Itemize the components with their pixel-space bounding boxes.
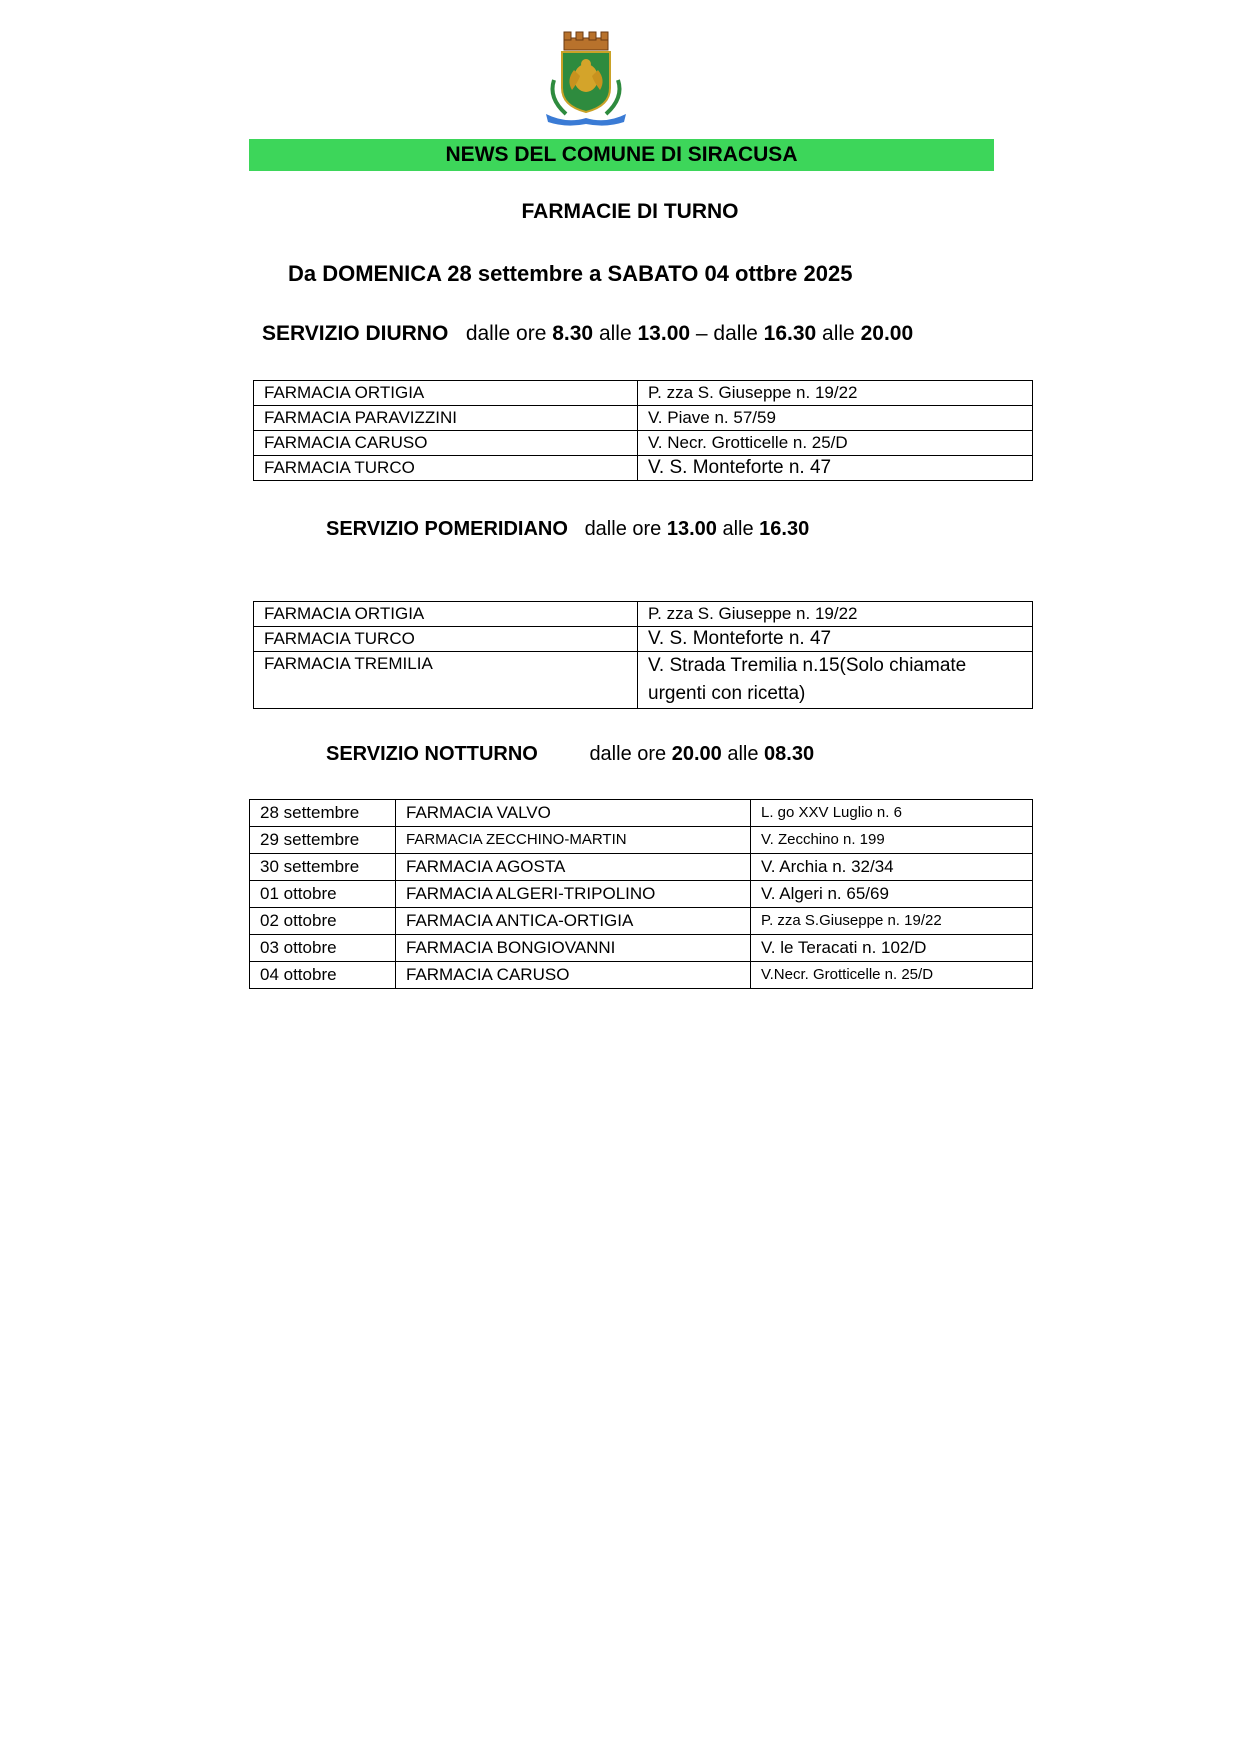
pharmacy-address: L. go XXV Luglio n. 6 (751, 800, 1033, 827)
pharmacy-name: FARMACIA ORTIGIA (254, 381, 638, 406)
pharmacy-name: FARMACIA CARUSO (254, 431, 638, 456)
table-row (254, 406, 1033, 431)
table-row (250, 800, 1033, 827)
pharmacy-address: V. S. Monteforte n. 47 (638, 627, 1033, 652)
service-hour: 20.00 (671, 743, 722, 765)
service-label: SERVIZIO DIURNO (262, 322, 449, 345)
table-row (250, 935, 1033, 962)
service-hour: 13.00 (666, 518, 717, 540)
pharmacy-address: V.Necr. Grotticelle n. 25/D (751, 962, 1033, 989)
service-text: – dalle (695, 322, 758, 345)
service-text: alle (722, 518, 754, 540)
service-text: dalle ore (465, 322, 547, 345)
pharmacy-name: FARMACIA VALVO (396, 800, 751, 827)
table-row (250, 908, 1033, 935)
pharmacy-name: FARMACIA TREMILIA (254, 652, 638, 709)
city-crest-icon (536, 30, 636, 126)
service-hour: 16.30 (763, 322, 817, 345)
table-row (250, 962, 1033, 989)
period-heading: Da DOMENICA 28 settembre a SABATO 04 ottbre 2025 (288, 261, 853, 286)
pharmacy-name: FARMACIA ANTICA-ORTIGIA (396, 908, 751, 935)
table-row (250, 881, 1033, 908)
service-diurno-heading (262, 322, 913, 346)
duty-date: 01 ottobre (250, 881, 396, 908)
pharmacy-address: V. S. Monteforte n. 47 (638, 456, 1033, 481)
pharmacy-name: FARMACIA ZECCHINO-MARTIN (396, 827, 751, 854)
pharmacy-address: V. le Teracati n. 102/D (751, 935, 1033, 962)
table-row (254, 602, 1033, 627)
news-banner: NEWS DEL COMUNE DI SIRACUSA (249, 139, 994, 171)
pharmacy-address: V. Zecchino n. 199 (751, 827, 1033, 854)
notturno-table (249, 799, 1033, 989)
duty-date: 28 settembre (250, 800, 396, 827)
pharmacy-address: P. zza S.Giuseppe n. 19/22 (751, 908, 1033, 935)
service-notturno-heading (326, 743, 814, 766)
pharmacy-address: P. zza S. Giuseppe n. 19/22 (638, 381, 1033, 406)
service-hour: 08.30 (764, 743, 815, 765)
pharmacy-address: V. Strada Tremilia n.15(Solo chiamate urgenti con ricetta) (638, 652, 1033, 709)
service-text: alle (598, 322, 632, 345)
table-row (250, 854, 1033, 881)
service-text: alle (727, 743, 759, 765)
pharmacy-address: V. Algeri n. 65/69 (751, 881, 1033, 908)
service-text: dalle ore (584, 518, 662, 540)
pharmacy-name: FARMACIA AGOSTA (396, 854, 751, 881)
pharmacy-name: FARMACIA ORTIGIA (254, 602, 638, 627)
table-row (254, 431, 1033, 456)
table-row (254, 456, 1033, 481)
duty-date: 30 settembre (250, 854, 396, 881)
pharmacy-name: FARMACIA CARUSO (396, 962, 751, 989)
table-row (254, 627, 1033, 652)
duty-date: 03 ottobre (250, 935, 396, 962)
page-title: FARMACIE DI TURNO (521, 200, 739, 223)
pharmacy-name: FARMACIA TURCO (254, 456, 638, 481)
service-text: dalle ore (589, 743, 667, 765)
duty-date: 02 ottobre (250, 908, 396, 935)
pharmacy-address: V. Piave n. 57/59 (638, 406, 1033, 431)
service-hour: 8.30 (552, 322, 594, 345)
service-hour: 13.00 (637, 322, 691, 345)
service-hour: 20.00 (860, 322, 914, 345)
pharmacy-address: V. Necr. Grotticelle n. 25/D (638, 431, 1033, 456)
pomeridiano-table (253, 601, 1033, 709)
service-text: alle (822, 322, 855, 345)
pharmacy-name: FARMACIA TURCO (254, 627, 638, 652)
pharmacy-name: FARMACIA ALGERI-TRIPOLINO (396, 881, 751, 908)
pharmacy-name: FARMACIA PARAVIZZINI (254, 406, 638, 431)
table-row (254, 381, 1033, 406)
service-label: SERVIZIO NOTTURNO (326, 743, 538, 765)
service-label: SERVIZIO POMERIDIANO (326, 518, 568, 540)
service-pomeridiano-heading (326, 518, 809, 541)
pharmacy-address: V. Archia n. 32/34 (751, 854, 1033, 881)
duty-date: 29 settembre (250, 827, 396, 854)
table-row (254, 652, 1033, 709)
diurno-table (253, 380, 1033, 481)
duty-date: 04 ottobre (250, 962, 396, 989)
pharmacy-address: P. zza S. Giuseppe n. 19/22 (638, 602, 1033, 627)
pharmacy-name: FARMACIA BONGIOVANNI (396, 935, 751, 962)
table-row (250, 827, 1033, 854)
service-hour: 16.30 (759, 518, 810, 540)
